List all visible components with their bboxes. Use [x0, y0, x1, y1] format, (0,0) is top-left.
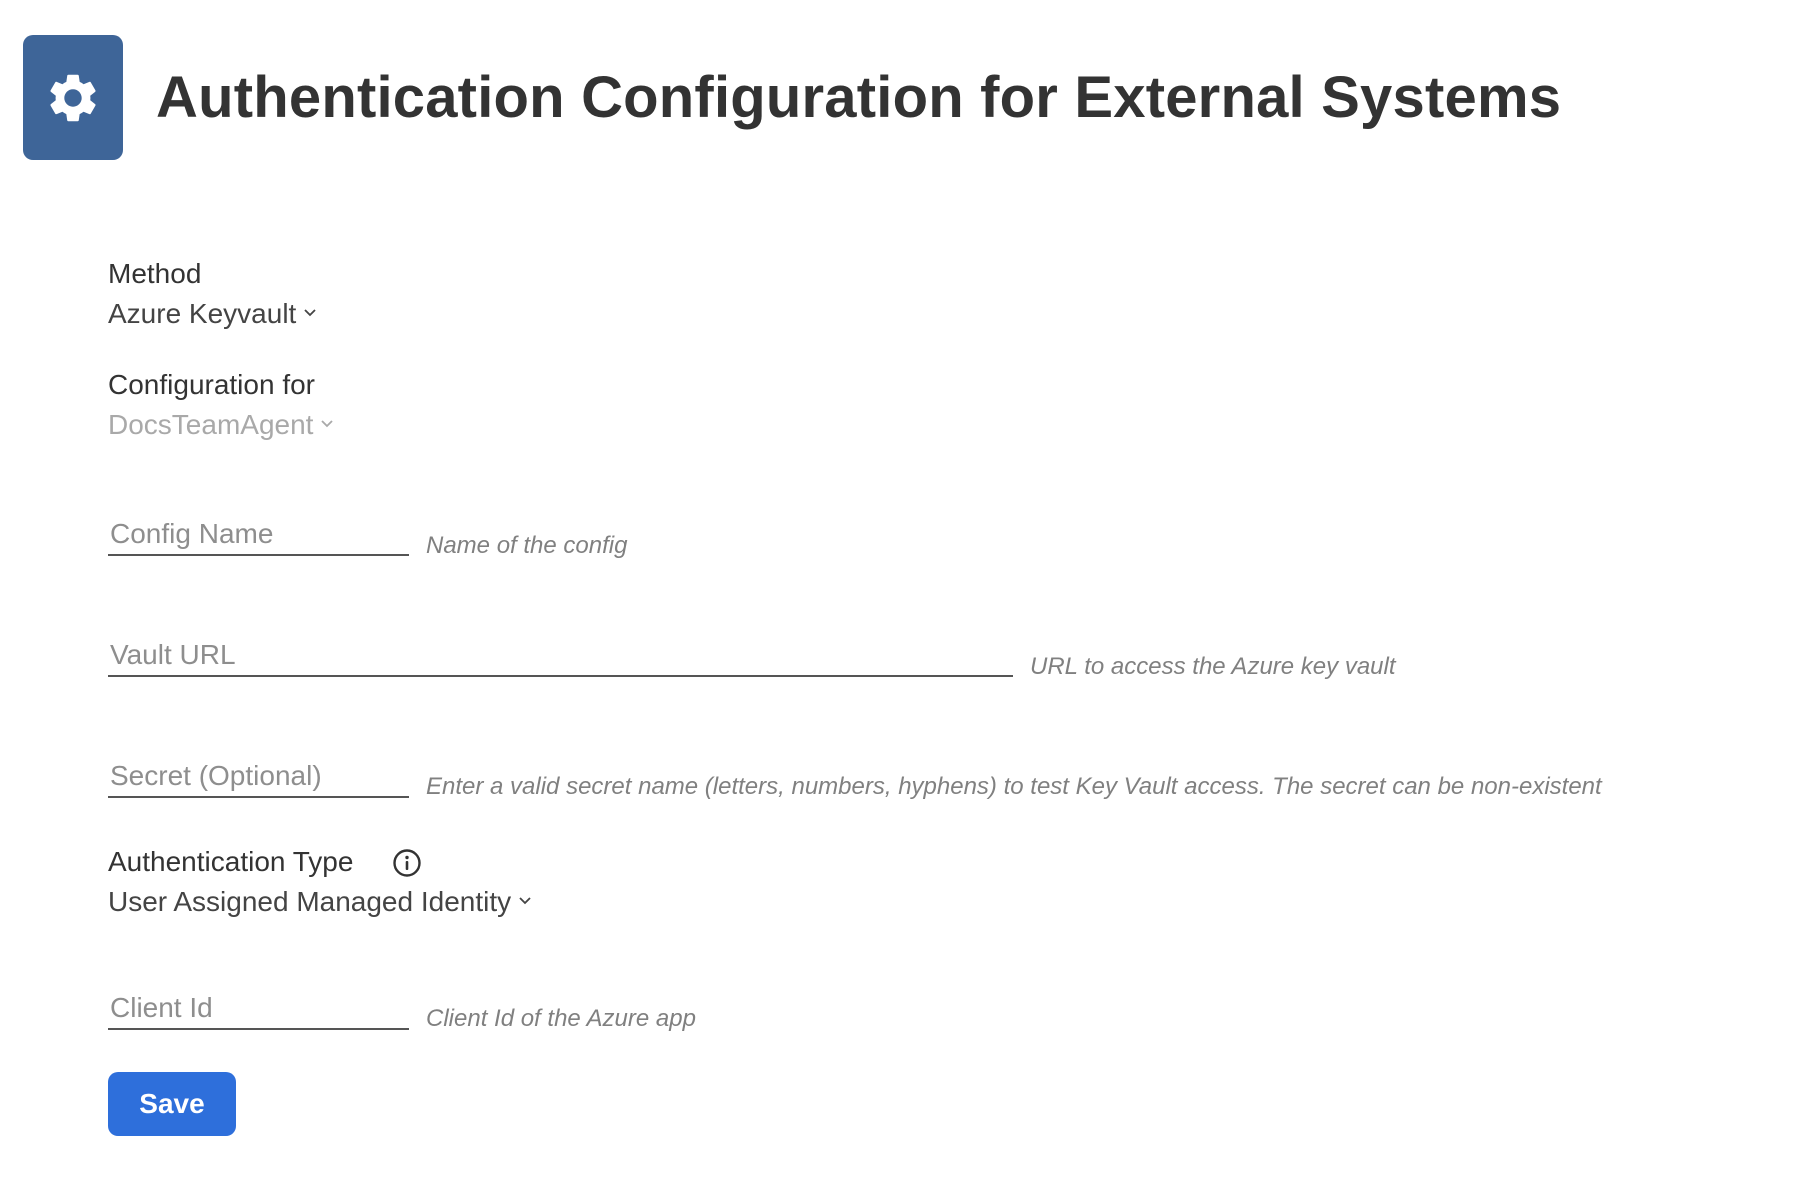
config-name-hint: Name of the config [426, 532, 628, 559]
chevron-down-icon [302, 304, 318, 320]
config-name-input[interactable] [108, 514, 409, 556]
configuration-for-dropdown [108, 409, 335, 441]
chevron-down-icon [517, 892, 533, 908]
configuration-for-value: DocsTeamAgent [108, 409, 314, 440]
page-title: Authentication Configuration for External Systems [156, 65, 1562, 130]
save-button[interactable]: Save [108, 1072, 236, 1136]
client-id-hint: Client Id of the Azure app [426, 1005, 696, 1032]
page-header [23, 35, 1561, 160]
authentication-type-label: Authentication Type [108, 846, 354, 877]
method-dropdown[interactable] [108, 298, 318, 330]
vault-url-input[interactable] [108, 635, 1013, 677]
authentication-type-dropdown[interactable] [108, 886, 533, 918]
client-id-input[interactable] [108, 988, 409, 1030]
authentication-type-value: User Assigned Managed Identity [108, 886, 512, 917]
header-icon-box [23, 35, 123, 160]
vault-url-hint: URL to access the Azure key vault [1030, 653, 1396, 680]
gear-icon [44, 69, 102, 127]
method-label: Method [108, 258, 202, 289]
info-icon[interactable] [392, 848, 422, 878]
secret-hint: Enter a valid secret name (letters, numbers, hyphens) to test Key Vault access. The secret can be non-existent [426, 773, 1602, 800]
method-value: Azure Keyvault [108, 298, 297, 329]
secret-input[interactable] [108, 756, 409, 798]
configuration-for-label: Configuration for [108, 369, 316, 400]
chevron-down-icon [319, 415, 335, 431]
